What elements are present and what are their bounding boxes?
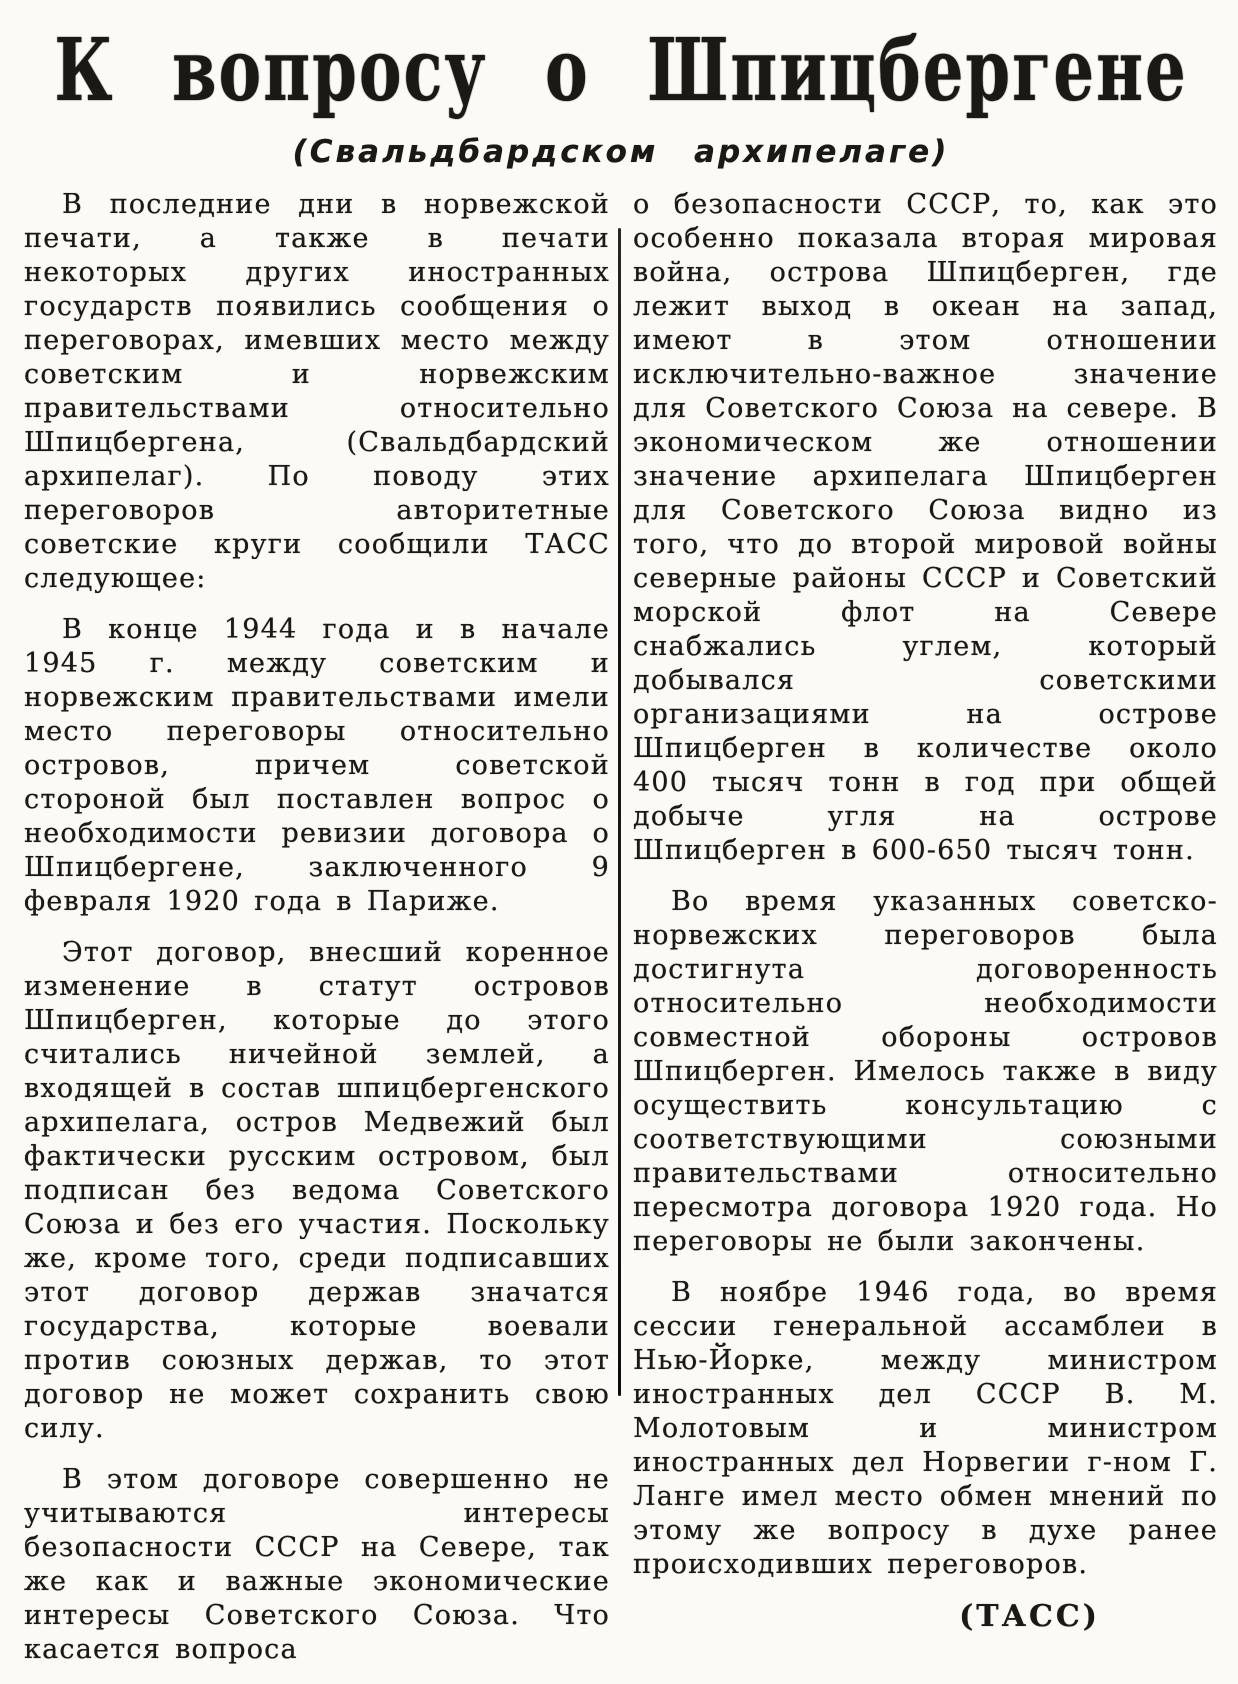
article-title-text: К вопросу о Шпицбергене: [54, 20, 1188, 121]
paragraph-right-1: о безопасности СССР, то, как это особенно показала вторая мировая война, острова Шпицберген, где лежит выход в океан на запад, имеют в этом отношении исключительно-важное значение для Советского Союза на севере. В экономическом же отношении значение архипелага Шпицберген для Советского Союза видно из того, что до второй мировой войны северные районы СССР и Советский морской флот на Севере снабжались углем, который добывался советскими организациями на острове Шпицберген в количестве около 400 тысяч тонн в год при общей добыче угля на острове Шпицберген в 600-650 тысяч тонн.: [633, 189, 1218, 866]
article-header: [24, 16, 1218, 170]
right-column: [633, 188, 1218, 1634]
column-divider: [618, 228, 621, 1396]
paragraph-left-3: Этот договор, внесший коренное изменение в статут островов Шпицберген, которые до этого считались ничейной землей, а входящей в состав шпицбергенского архипелага, остров Медвежий был фактически русским островом, был подписан без ведома Советского Союза и без его участия. Поскольку же, кроме того, среди подписавших этот договор держав значатся государства, которые воевали против союзных держав, то этот договор не может сохранить свою силу.: [24, 937, 610, 1444]
article-subtitle: (Свальдбардском архипелаге): [292, 134, 950, 170]
paragraph-right-2: Во время указанных советско-норвежских переговоров была достигнута договоренность относительно необходимости совместной обороны островов Шпицберген. Имелось также в виду осуществить консультацию с соответствующими союзными правительствами относительно пересмотра договора 1920 года. Но переговоры не были закончены.: [633, 886, 1218, 1257]
article-body: [24, 188, 1218, 1684]
tass-signature: (ТАСС): [959, 1599, 1100, 1634]
paragraph-left-4: В этом договоре совершенно не учитываются интересы безопасности СССР на Севере, так же как и важные экономические интересы Советского Союза. Что касается вопроса: [24, 1464, 610, 1665]
left-column: [24, 188, 610, 1684]
article-title: [24, 16, 1218, 128]
paragraph-left-2: В конце 1944 года и в начале 1945 г. между советским и норвежским правительствами имели место переговоры относительно островов, причем советской стороной был поставлен вопрос о необходимости ревизии договора о Шпицбергене, заключенного 9 февраля 1920 года в Париже.: [24, 614, 610, 917]
paragraph-right-3: В ноябре 1946 года, во время сессии генеральной ассамблеи в Нью-Йорке, между министром иностранных дел СССР В. М. Молотовым и министром иностранных дел Норвегии г-ном Г. Ланге имел место обмен мнений по этому же вопросу в духе ранее происходивших переговоров.: [633, 1277, 1218, 1580]
paragraph-left-1: В последние дни в норвежской печати, а также в печати некоторых других иностранных государств появились сообщения о переговорах, имевших место между советским и норвежским правительствами относительно Шпицбергена, (Свальдбардский архипелаг). По поводу этих переговоров авторитетные советские круги сообщили ТАСС следующее:: [24, 189, 610, 594]
